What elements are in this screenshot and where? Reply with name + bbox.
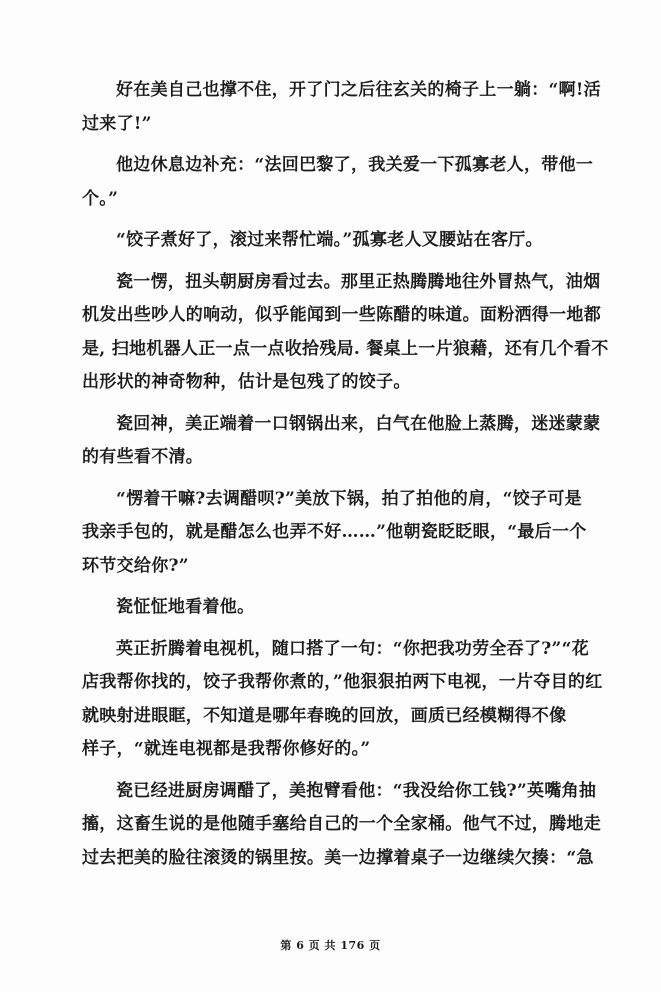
text-line: 瓷一愣，扭头朝厨房看过去。那里正热腾腾地往外冒热气，油烟 <box>116 271 601 292</box>
text-line: 我亲手包的，就是醋怎么也弄不好……”他朝瓷眨眨眼，“最后一个 <box>82 522 587 542</box>
text-line: 他边休息边补充：“法回巴黎了，我关爱一下孤寡老人，带他一 <box>116 155 594 175</box>
text-line: 过去把美的脸往滚烫的锅里按。美一边撑着桌子一边继续欠揍：“急 <box>82 847 594 868</box>
paragraph <box>82 591 582 625</box>
text-line: 过来了!” <box>82 113 152 134</box>
text-line: 瓷回神，美正端着一口钢锅出来，白气在他脸上蒸腾，迷迷蒙蒙 <box>116 413 601 434</box>
text-line: 搐，这畜生说的是他随手塞给自己的一个全家桶。他气不过，腾地走 <box>82 814 601 834</box>
paragraph <box>82 74 601 141</box>
text-line: 的有些看不清。 <box>82 447 204 467</box>
document-body <box>82 74 609 883</box>
text-line: 机发出些吵人的响动，似乎能闻到一些陈醋的味道。面粉洒得一地都 <box>82 305 601 325</box>
paragraph <box>82 224 582 258</box>
text-line: 个。” <box>82 188 119 209</box>
text-line: 就映射进眼眶，不知道是哪年春晚的回放，画质已经模糊得不像 <box>82 705 567 726</box>
paragraph <box>82 266 609 400</box>
paragraph <box>82 775 601 876</box>
text-line: 样子，“就连电视都是我帮你修好的。” <box>82 739 371 759</box>
text-line: 是, 扫地机器人正一点一点收拾残局. 餐桌上一片狼藉，还有几个看不 <box>82 338 609 359</box>
page-number-footer: 第 6 页 共 176 页 <box>280 939 381 952</box>
text-line: 英正折腾着电视机，随口搭了一句：“你把我功劳全吞了?”“花 <box>116 638 589 659</box>
paragraph <box>82 408 601 475</box>
text-line: 好在美自己也撑不住，开了门之后往玄关的椅子上一躺：“啊!活 <box>116 80 601 100</box>
text-line: 店我帮你找的，饺子我帮你煮的，”他狠狠拍两下电视，一片夺目的红 <box>82 672 603 692</box>
text-line: “愣着干嘛?去调醋呗?”美放下锅，拍了拍他的肩，“饺子可是 <box>116 488 582 509</box>
paragraph <box>82 483 587 584</box>
text-line: “饺子煮好了，滚过来帮忙端。”孤寡老人叉腰站在客厅。 <box>116 230 543 250</box>
text-line: 环节交给你?” <box>82 555 189 576</box>
paragraph <box>82 149 594 216</box>
text-line: 出形状的神奇物种，估计是包残了的饺子。 <box>82 372 411 392</box>
text-line: 瓷已经进厨房调醋了，美抱臂看他：“我没给你工钱?”英嘴角抽 <box>116 780 597 801</box>
text-line: 瓷怔怔地看着他。 <box>116 597 255 617</box>
paragraph <box>82 633 603 767</box>
